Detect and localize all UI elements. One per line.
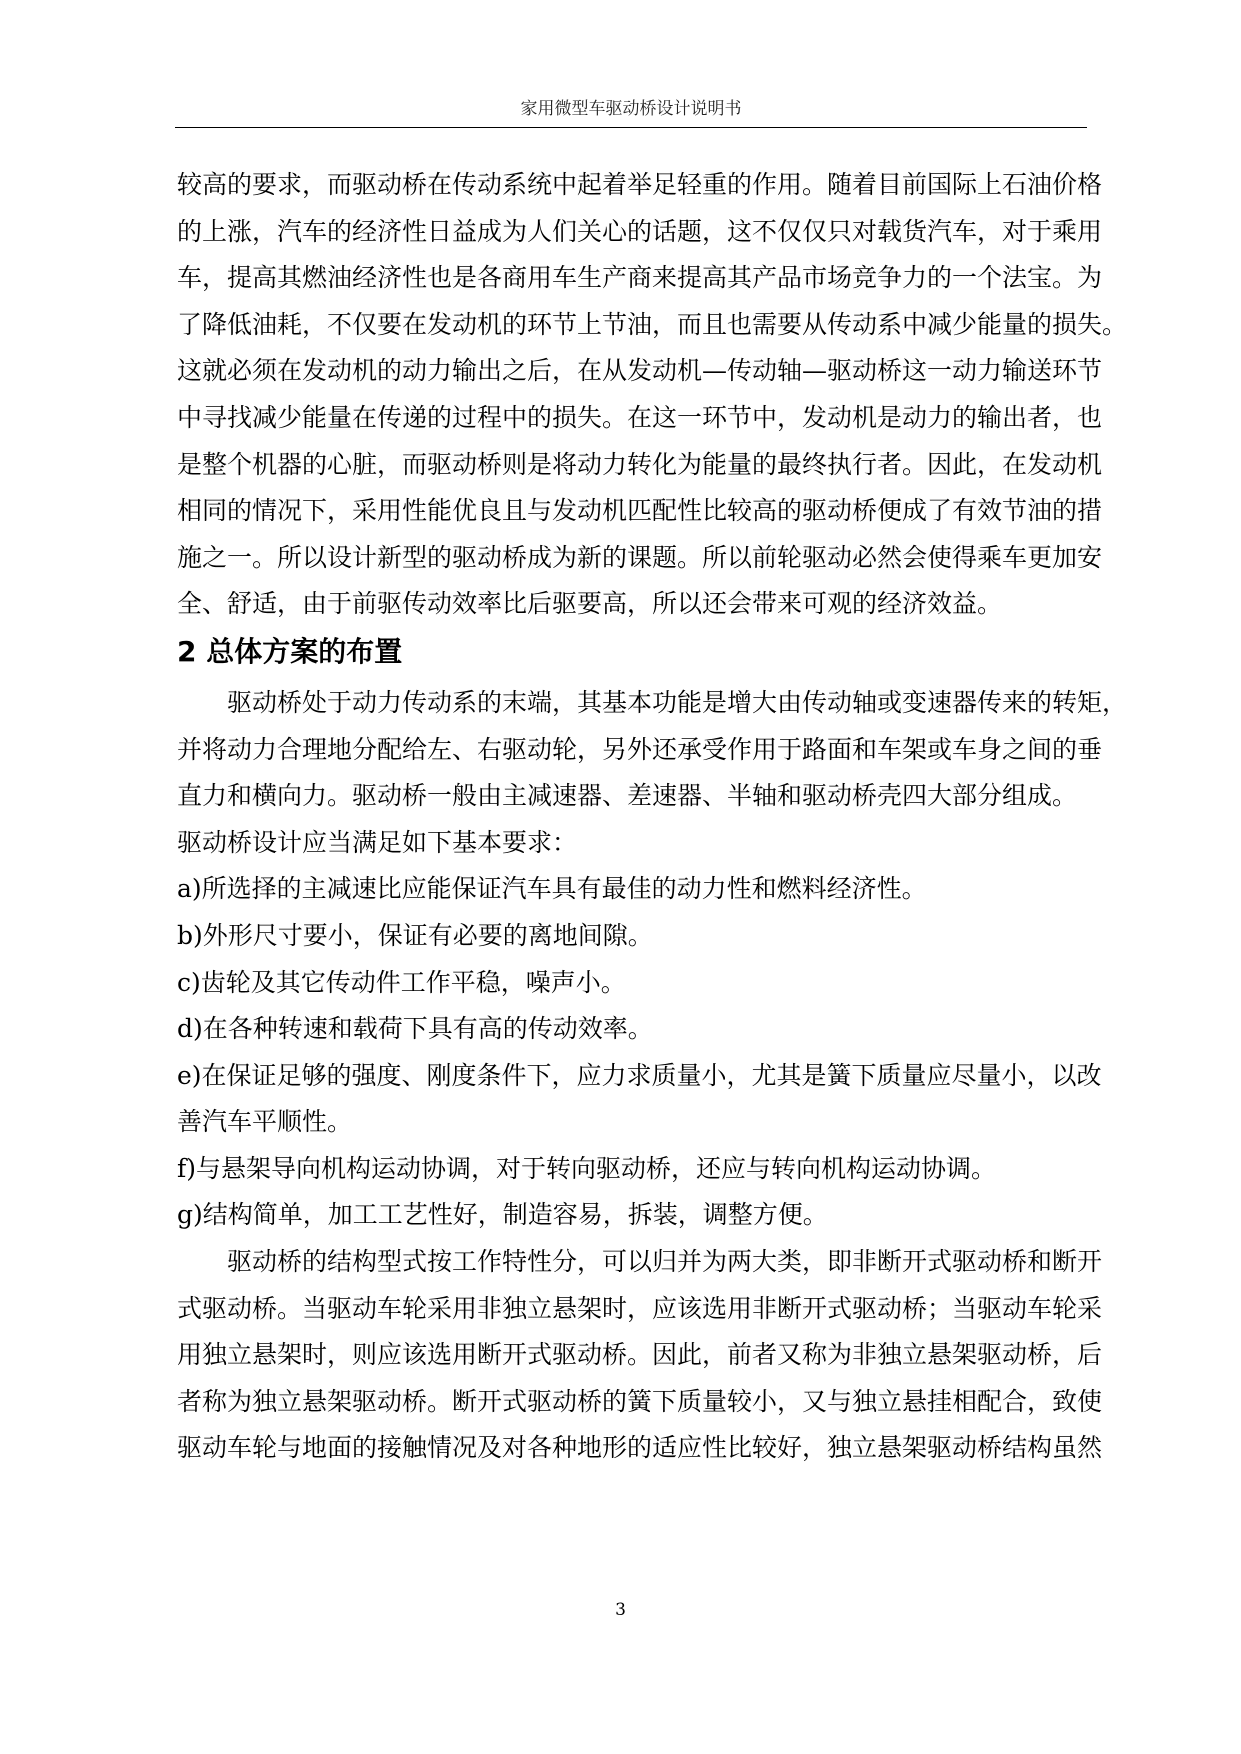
body-line: 较高的要求，而驱动桥在传动系统中起着举足轻重的作用。随着目前国际上石油价格	[177, 170, 1103, 199]
body-line: 中寻找减少能量在传递的过程中的损失。在这一环节中，发动机是动力的输出者，也	[177, 402, 1103, 432]
body-line: 驱动桥的结构型式按工作特性分，可以归并为两大类，即非断开式驱动桥和断开	[227, 1247, 1103, 1277]
body-line: 驱动桥处于动力传动系的末端，其基本功能是增大由传动轴或变速器传来的转矩，	[227, 687, 1128, 717]
body-line: 这就必须在发动机的动力输出之后，在从发动机—传动轴—驱动桥这一动力输送环节	[177, 356, 1103, 386]
body-line: 全、舒适，由于前驱传动效率比后驱要高，所以还会带来可观的经济效益。	[177, 589, 1003, 619]
page-body	[177, 166, 1128, 1476]
body-line: 者称为独立悬架驱动桥。断开式驱动桥的簧下质量较小，又与独立悬挂相配合，致使	[177, 1386, 1103, 1416]
requirement-item: c)齿轮及其它传动件工作平稳，噪声小。	[177, 967, 626, 997]
body-line: 施之一。所以设计新型的驱动桥成为新的课题。所以前轮驱动必然会使得乘车更加安	[177, 542, 1103, 572]
body-line: 相同的情况下，采用性能优良且与发动机匹配性比较高的驱动桥便成了有效节油的措	[177, 496, 1103, 526]
body-line: 式驱动桥。当驱动车轮采用非独立悬架时，应该选用非断开式驱动桥；当驱动车轮采	[177, 1293, 1103, 1323]
page-number: 3	[615, 1600, 626, 1620]
body-line: 并将动力合理地分配给左、右驱动轮，另外还承受作用于路面和车架或车身之间的垂	[177, 734, 1103, 764]
requirement-item: 善汽车平顺性。	[177, 1107, 353, 1137]
body-line: 车，提高其燃油经济性也是各商用车生产商来提高其产品市场竞争力的一个法宝。为	[177, 263, 1103, 293]
requirement-item: f)与悬架导向机构运动协调，对于转向驱动桥，还应与转向机构运动协调。	[177, 1153, 997, 1183]
requirement-item: g)结构简单，加工工艺性好，制造容易，拆装，调整方便。	[177, 1200, 828, 1230]
body-line: 了降低油耗，不仅要在发动机的环节上节油，而且也需要从传动系中减少能量的损失。	[177, 309, 1128, 339]
body-line: 是整个机器的心脏，而驱动桥则是将动力转化为能量的最终执行者。因此，在发动机	[177, 449, 1103, 479]
body-line: 用独立悬架时，则应该选用断开式驱动桥。因此，前者又称为非独立悬架驱动桥，后	[177, 1340, 1103, 1370]
requirements-intro: 驱动桥设计应当满足如下基本要求：	[177, 827, 578, 857]
requirement-item: a)所选择的主减速比应能保证汽车具有最佳的动力性和燃料经济性。	[177, 874, 927, 904]
body-line: 的上涨，汽车的经济性日益成为人们关心的话题，这不仅仅只对载货汽车，对于乘用	[177, 216, 1103, 246]
body-line: 直力和横向力。驱动桥一般由主减速器、差速器、半轴和驱动桥壳四大部分组成。	[177, 781, 1078, 811]
page-header: 家用微型车驱动桥设计说明书	[520, 99, 742, 119]
body-line: 驱动车轮与地面的接触情况及对各种地形的适应性比较好，独立悬架驱动桥结构虽然	[177, 1433, 1103, 1463]
header-rule	[175, 127, 1087, 128]
requirement-item: b)外形尺寸要小，保证有必要的离地间隙。	[177, 920, 653, 950]
section-heading: 2 总体方案的布置	[177, 634, 403, 668]
requirement-item: e)在保证足够的强度、刚度条件下，应力求质量小，尤其是簧下质量应尽量小，以改	[177, 1060, 1102, 1090]
requirement-item: d)在各种转速和载荷下具有高的传动效率。	[177, 1014, 653, 1044]
